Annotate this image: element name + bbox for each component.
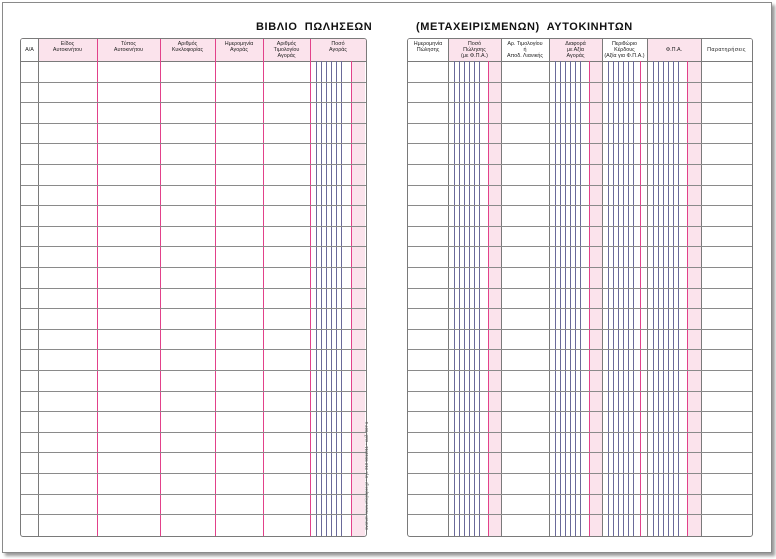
row-line: [408, 267, 752, 268]
header-purchase-amount: Ποσό Αγοράς: [329, 41, 347, 53]
header-invoice-receipt-number: Αρ. Τιμολογίου ή Αποδ. Λιανικής: [501, 39, 549, 61]
header-remarks: Παρατηρήσεις: [701, 39, 752, 61]
digit-line: [628, 61, 629, 536]
row-line: [21, 267, 366, 268]
digit-line: [469, 61, 470, 536]
header-purchase-date: Ημερομηνία Αγοράς: [224, 41, 254, 53]
row-line: [21, 308, 366, 309]
digit-line: [326, 61, 327, 536]
row-line: [408, 164, 752, 165]
header-car-type: Τύπος Αυτοκινήτου: [113, 41, 144, 53]
row-line: [408, 370, 752, 371]
digit-line: [668, 61, 669, 536]
digit-line: [613, 61, 614, 536]
row-line: [21, 164, 366, 165]
digit-line: [678, 61, 679, 536]
row-line: [408, 308, 752, 309]
digit-line: [464, 61, 465, 536]
row-line: [21, 370, 366, 371]
digit-line: [570, 61, 571, 536]
digit-line: [663, 61, 664, 536]
row-line: [21, 514, 366, 515]
right-page-table: [407, 38, 753, 537]
title-right: (ΜΕΤΑΧΕΙΡΙΣΜΕΝΩΝ) ΑΥΤΟΚΙΝΗΤΩΝ: [416, 21, 633, 33]
row-line: [408, 391, 752, 392]
row-line: [21, 349, 366, 350]
digit-line: [560, 61, 561, 536]
digit-line: [653, 61, 654, 536]
row-line: [21, 143, 366, 144]
row-line: [21, 123, 366, 124]
col-divider: [687, 61, 688, 536]
row-line: [21, 432, 366, 433]
digit-line: [575, 61, 576, 536]
header-sale-date: Ημερομηνία Πώλησης: [408, 39, 448, 61]
header-sale-amount: Ποσό Πώλησης (με Φ.Π.Α.): [461, 41, 488, 59]
digit-line: [454, 61, 455, 536]
left-page-table: [20, 38, 367, 537]
row-line: [408, 226, 752, 227]
row-line: [21, 411, 366, 412]
digit-line: [331, 61, 332, 536]
col-divider: [589, 61, 590, 536]
row-line: [408, 494, 752, 495]
row-line: [408, 349, 752, 350]
row-line: [408, 185, 752, 186]
row-line: [21, 391, 366, 392]
row-line: [408, 514, 752, 515]
row-line: [408, 205, 752, 206]
row-line: [408, 102, 752, 103]
header-vat: Φ.Π.Α.: [665, 47, 683, 53]
digit-line: [673, 61, 674, 536]
row-line: [21, 102, 366, 103]
col-divider: [351, 61, 352, 536]
printer-imprint-text: ανατυπ. www.eticpaper.gr • τηλ. 210 9011011 • κωδ. 007 α: [364, 421, 369, 530]
header-profit-margin: Περιθώριο Κέρδους (Αξία για Φ.Π.Α.): [602, 39, 647, 61]
digit-line: [474, 61, 475, 536]
digit-line: [608, 61, 609, 536]
row-line: [21, 329, 366, 330]
row-line: [408, 473, 752, 474]
row-line: [408, 452, 752, 453]
row-line: [408, 82, 752, 83]
row-line: [408, 288, 752, 289]
digit-line: [479, 61, 480, 536]
title-left: ΒΙΒΛΙΟ ΠΩΛΗΣΕΩΝ: [256, 21, 373, 33]
digit-line: [618, 61, 619, 536]
header-purchase-invoice-number: Αριθμός Τιμολογίου Αγοράς: [273, 41, 300, 59]
row-line: [408, 143, 752, 144]
row-line: [21, 226, 366, 227]
row-line: [21, 288, 366, 289]
header-aa: Α/Α: [21, 39, 38, 61]
row-line: [408, 329, 752, 330]
digit-line: [336, 61, 337, 536]
digit-line: [658, 61, 659, 536]
col-divider: [488, 61, 489, 536]
row-line: [408, 123, 752, 124]
row-line: [21, 494, 366, 495]
row-line: [408, 246, 752, 247]
col-divider: [640, 61, 641, 536]
row-line: [21, 185, 366, 186]
digit-line: [633, 61, 634, 536]
row-line: [21, 473, 366, 474]
left-header-row: [21, 39, 366, 62]
row-line: [408, 432, 752, 433]
header-registration-number: Αριθμός Κυκλοφορίας: [171, 41, 204, 53]
digit-line: [316, 61, 317, 536]
digit-line: [565, 61, 566, 536]
row-line: [21, 205, 366, 206]
digit-line: [623, 61, 624, 536]
header-difference-purchase-value: Διαφορά με Αξία Αγοράς: [565, 41, 586, 59]
digit-line: [580, 61, 581, 536]
row-line: [408, 411, 752, 412]
printer-imprint: [364, 421, 372, 530]
digit-line: [321, 61, 322, 536]
row-line: [21, 246, 366, 247]
row-line: [21, 82, 366, 83]
digit-line: [341, 61, 342, 536]
row-line: [21, 452, 366, 453]
digit-line: [459, 61, 460, 536]
header-car-kind: Είδος Αυτοκινήτου: [52, 41, 83, 53]
digit-line: [555, 61, 556, 536]
